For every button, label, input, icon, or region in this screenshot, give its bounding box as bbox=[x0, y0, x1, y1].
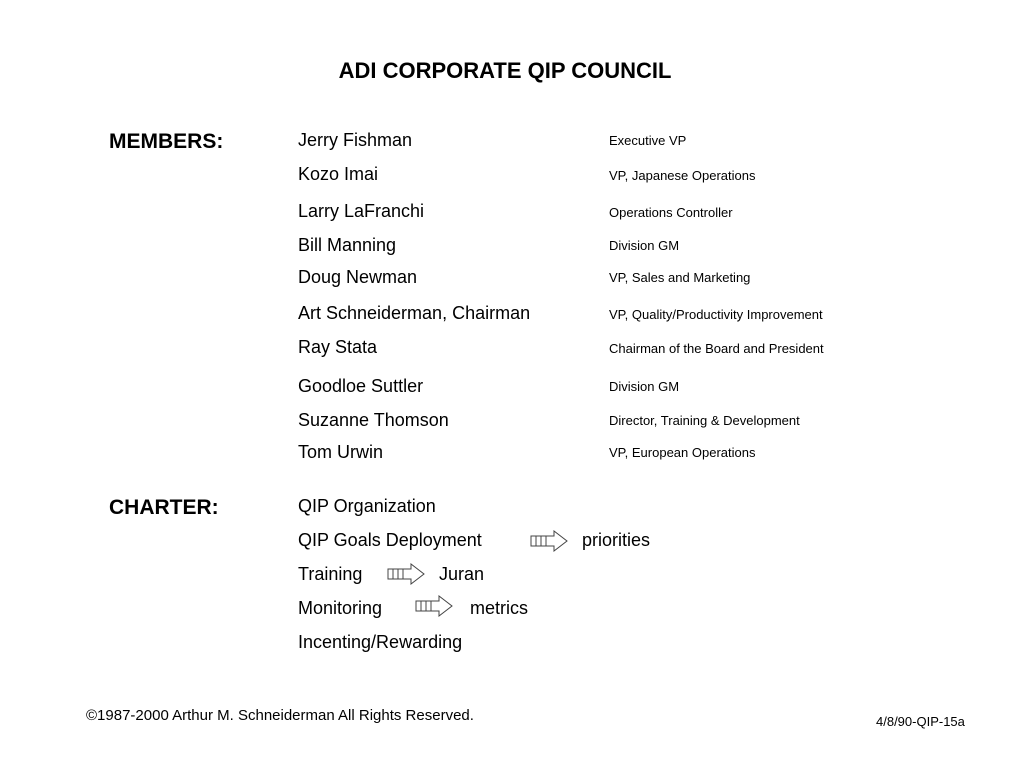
member-role: VP, Sales and Marketing bbox=[609, 270, 751, 285]
page-title: ADI CORPORATE QIP COUNCIL bbox=[338, 58, 672, 83]
member-name: Tom Urwin bbox=[298, 442, 384, 462]
document-code: 4/8/90-QIP-15a bbox=[876, 714, 965, 729]
right-arrow-icon bbox=[415, 595, 453, 617]
charter-label: CHARTER: bbox=[109, 496, 219, 519]
member-name: Suzanne Thomson bbox=[298, 410, 449, 430]
member-role: Division GM bbox=[609, 379, 680, 394]
member-name: Art Schneiderman, Chairman bbox=[298, 303, 531, 323]
member-name: Doug Newman bbox=[298, 267, 418, 287]
member-name: Larry LaFranchi bbox=[298, 201, 425, 221]
copyright-notice: ©1987-2000 Arthur M. Schneiderman All Rights Reserved. bbox=[86, 707, 474, 724]
member-role: Director, Training & Development bbox=[609, 413, 800, 428]
member-role: VP, Japanese Operations bbox=[609, 168, 756, 183]
charter-item: Monitoring bbox=[298, 598, 383, 618]
charter-item: QIP Goals Deployment bbox=[298, 530, 482, 550]
member-name: Kozo Imai bbox=[298, 164, 379, 184]
charter-item: Incenting/Rewarding bbox=[298, 632, 463, 652]
member-role: Executive VP bbox=[609, 133, 687, 148]
charter-item: QIP Organization bbox=[298, 496, 436, 516]
charter-result: priorities bbox=[582, 530, 651, 550]
charter-result: metrics bbox=[470, 598, 528, 618]
member-role: Operations Controller bbox=[609, 205, 733, 220]
charter-result: Juran bbox=[439, 564, 485, 584]
member-role: VP, Quality/Productivity Improvement bbox=[609, 307, 823, 322]
member-name: Ray Stata bbox=[298, 337, 378, 357]
members-label: MEMBERS: bbox=[109, 130, 224, 153]
charter-item: Training bbox=[298, 564, 363, 584]
right-arrow-icon bbox=[387, 563, 425, 585]
member-role: Division GM bbox=[609, 238, 680, 253]
member-role: VP, European Operations bbox=[609, 445, 756, 460]
member-name: Goodloe Suttler bbox=[298, 376, 424, 396]
right-arrow-icon bbox=[530, 530, 568, 552]
member-name: Jerry Fishman bbox=[298, 130, 413, 150]
member-role: Chairman of the Board and President bbox=[609, 341, 824, 356]
member-name: Bill Manning bbox=[298, 235, 397, 255]
